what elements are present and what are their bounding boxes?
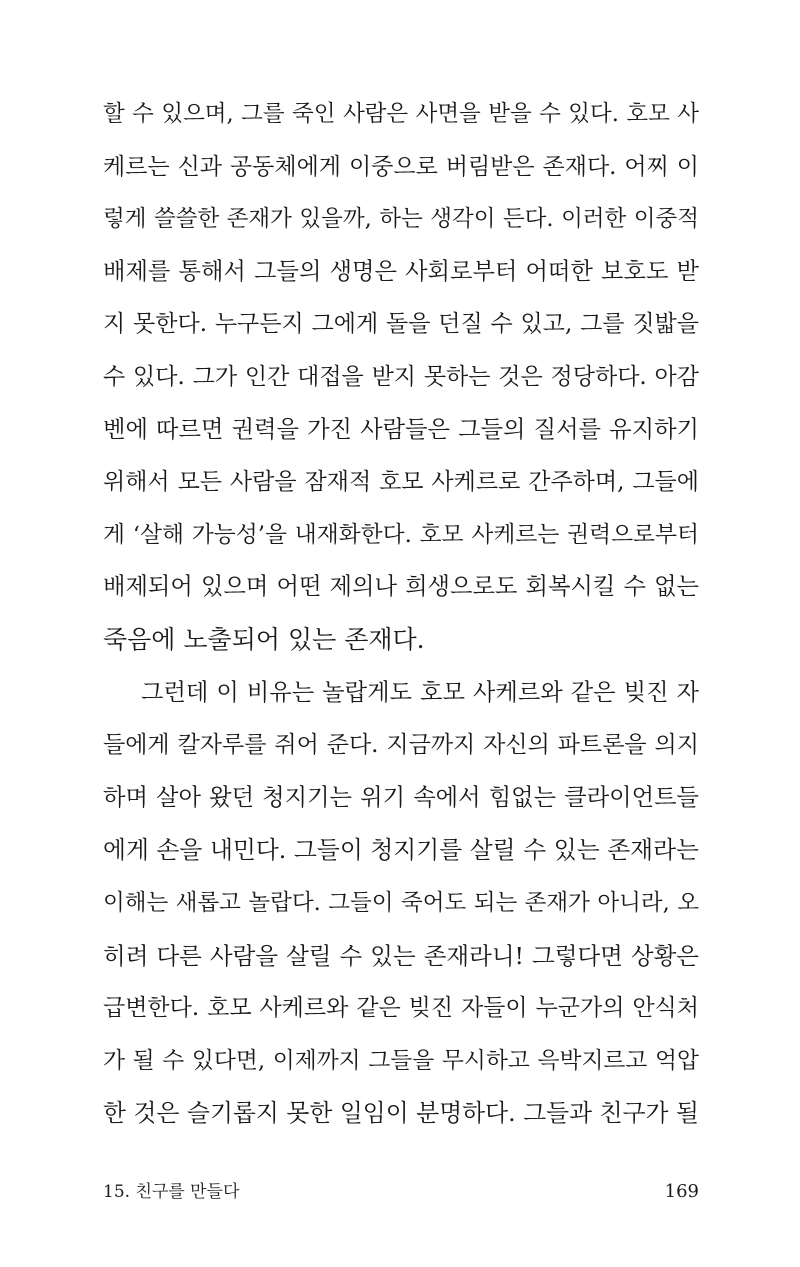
page-number: 169	[664, 1181, 699, 1202]
text-line: 죽음에 노출되어 있는 존재다.	[103, 624, 425, 654]
text-line: 할 수 있으며, 그를 죽인 사람은 사면을 받을 수 있다. 호모 사	[103, 101, 699, 127]
text-line: 배제되어 있으며 어떤 제의나 희생으로도 회복시킬 수 없는	[103, 573, 699, 601]
text-line: 히려 다른 사람을 살릴 수 있는 존재라니! 그렇다면 상황은	[103, 941, 699, 970]
text-line: 급변한다. 호모 사케르와 같은 빚진 자들이 누군가의 안식처	[103, 995, 699, 1022]
text-line: 에게 손을 내민다. 그들이 청지기를 살릴 수 있는 존재라는	[103, 836, 699, 865]
text-line: 하며 살아 왔던 청지기는 위기 속에서 힘없는 클라이언트들	[103, 783, 699, 811]
body-text	[103, 88, 699, 1140]
page-footer	[103, 1178, 699, 1206]
text-line: 지 못한다. 누구든지 그에게 돌을 던질 수 있고, 그를 짓밟을	[103, 311, 699, 338]
text-line: 위해서 모든 사람을 잠재적 호모 사케르로 간주하며, 그들에	[103, 469, 699, 496]
text-line: 가 될 수 있다면, 이제까지 그들을 무시하고 윽박지르고 억압	[103, 1047, 699, 1074]
text-line: 게 ‘살해 가능성’을 내재화한다. 호모 사케르는 권력으로부터	[103, 521, 699, 548]
text-line: 벤에 따르면 권력을 가진 사람들은 그들의 질서를 유지하기	[103, 415, 699, 443]
text-line: 한 것은 슬기롭지 못한 일임이 분명하다. 그들과 친구가 될	[103, 1099, 699, 1128]
text-line: 렇게 쓸쓸한 존재가 있을까, 하는 생각이 든다. 이러한 이중적	[103, 206, 699, 233]
paragraph-1	[103, 88, 699, 667]
text-line: 케르는 신과 공동체에게 이중으로 버림받은 존재다. 어찌 이	[103, 153, 699, 180]
text-line: 들에게 칼자루를 쥐어 준다. 지금까지 자신의 파트론을 의지	[103, 732, 699, 759]
text-line: 수 있다. 그가 인간 대접을 받지 못하는 것은 정당하다. 아감	[103, 363, 699, 390]
text-line: 이해는 새롭고 놀랍다. 그들이 죽어도 되는 존재가 아니라, 오	[103, 889, 699, 916]
chapter-title: 15. 친구를 만들다	[103, 1182, 240, 1202]
text-line: 그런데 이 비유는 놀랍게도 호모 사케르와 같은 빚진 자	[141, 678, 699, 706]
text-line: 배제를 통해서 그들의 생명은 사회로부터 어떠한 보호도 받	[103, 257, 699, 285]
paragraph-2	[103, 667, 699, 1140]
